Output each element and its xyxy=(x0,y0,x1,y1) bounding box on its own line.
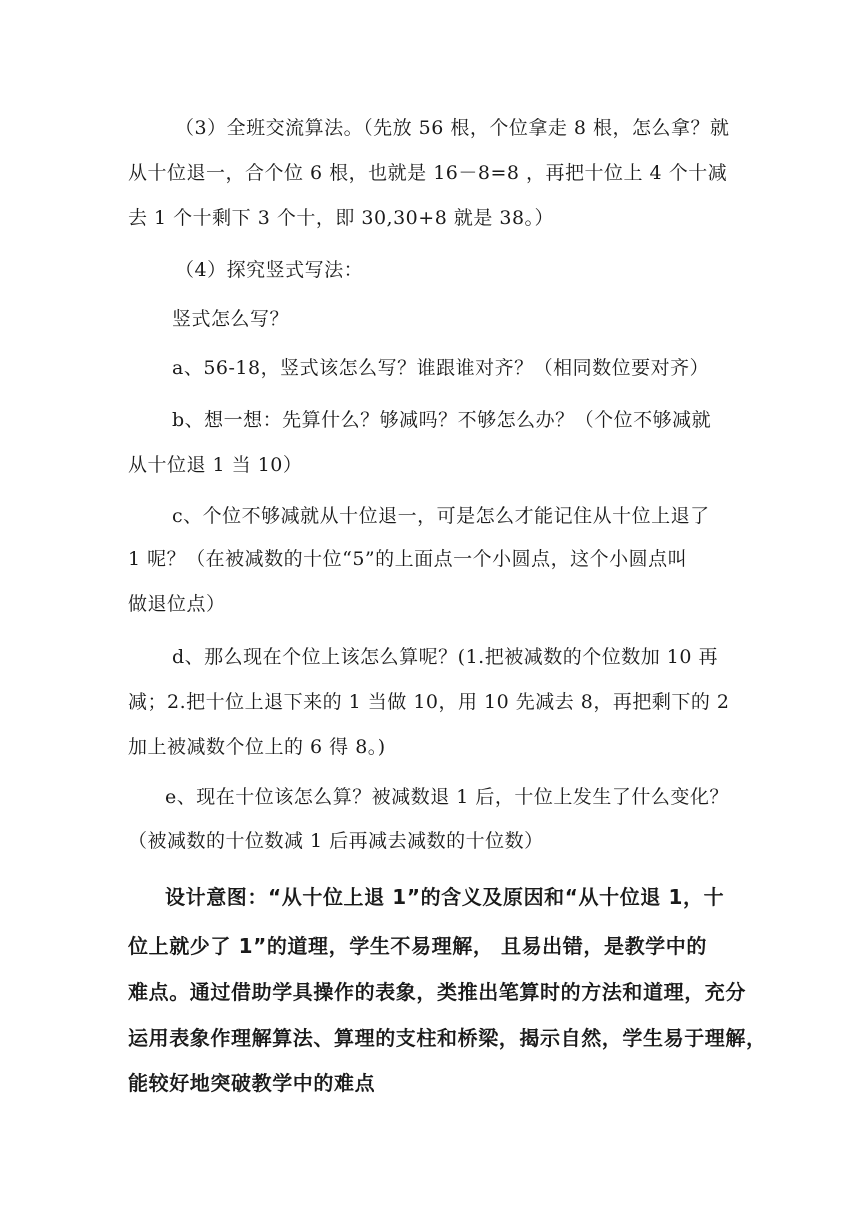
section3-line-1: （3）全班交流算法。（先放 56 根，个位拿走 8 根，怎么拿？就 xyxy=(175,117,730,139)
design-intent-line-2: 位上就少了 1”的道理，学生不易理解， 且易出错，是教学中的 xyxy=(128,934,707,958)
item-d-line-2: 减；2.把十位上退下来的 1 当做 10，用 10 先减去 8，再把剩下的 2 xyxy=(128,691,730,713)
item-e-line-2: （被减数的十位数减 1 后再减去减数的十位数） xyxy=(128,830,544,852)
item-b-line-1: b、想一想：先算什么？够减吗？不够怎么办？（个位不够减就 xyxy=(172,409,712,431)
design-intent-line-1: 设计意图：“从十位上退 1”的含义及原因和“从十位退 1，十 xyxy=(165,885,725,909)
section4-question: 竖式怎么写？ xyxy=(172,308,290,330)
section3-line-2: 从十位退一，合个位 6 根，也就是 16－8=8 ，再把十位上 4 个十减 xyxy=(128,162,728,184)
item-c-line-3: 做退位点） xyxy=(128,593,226,615)
item-d-line-3: 加上被减数个位上的 6 得 8。) xyxy=(128,736,386,758)
item-d-line-1: d、那么现在个位上该怎么算呢？(1.把被减数的个位数加 10 再 xyxy=(172,646,718,668)
design-intent-line-3: 难点。通过借助学具操作的表象，类推出笔算时的方法和道理，充分 xyxy=(128,980,746,1004)
item-c-line-1: c、个位不够减就从十位退一，可是怎么才能记住从十位上退了 xyxy=(172,505,710,527)
design-intent-line-5: 能较好地突破教学中的难点 xyxy=(128,1071,376,1095)
item-e-line-1: e、现在十位该怎么算？被减数退 1 后，十位上发生了什么变化？ xyxy=(165,786,729,808)
section4-heading: （4）探究竖式写法： xyxy=(175,259,364,281)
item-b-line-2: 从十位退 1 当 10） xyxy=(128,454,303,476)
item-c-line-2: 1 呢？（在被减数的十位“5”的上面点一个小圆点，这个小圆点叫 xyxy=(128,548,688,570)
section3-line-3: 去 1 个十剩下 3 个十，即 30,30+8 就是 38。） xyxy=(128,207,555,229)
item-a-line-1: a、56-18，竖式该怎么写？谁跟谁对齐？（相同数位要对齐） xyxy=(172,357,710,379)
design-intent-line-4: 运用表象作理解算法、算理的支柱和桥梁，揭示自然，学生易于理解， xyxy=(128,1026,767,1050)
